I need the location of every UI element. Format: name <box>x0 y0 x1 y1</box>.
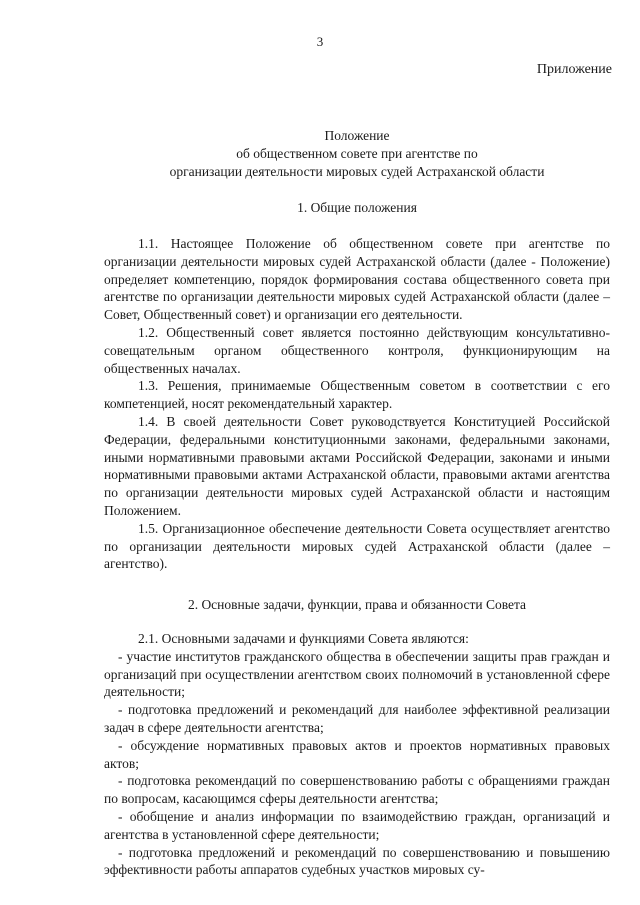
paragraph-1-3: 1.3. Решения, принимаемые Общественным советом в соответствии с его компетенцией, носят рекомендательный характер. <box>104 378 610 412</box>
list-item: - обобщение и анализ информации по взаимодействию граждан, организаций и агентства в установленной сфере деятельности; <box>104 808 610 842</box>
paragraph-1-4: 1.4. В своей деятельности Совет руководствуется Конституцией Российской Федерации, федеральными конституционными законами, федеральными законами, иными нормативными правовыми актами Российской Федерации, законами и иными нормативными правовыми актами Астраханской области, правовыми актами агентства по организации деятельности мировых судей Астраханской области и настоящим Положением. <box>104 413 610 518</box>
page-number: 3 <box>316 34 324 49</box>
section-1-heading: 1. Общие положения <box>297 200 417 215</box>
title-line-3: организации деятельности мировых судей Астраханской области <box>169 164 545 179</box>
list-item: - подготовка предложений и рекомендаций по совершенствованию и повышению эффективности работы аппаратов судебных участков мировых су- <box>104 844 610 878</box>
list-item: - участие институтов гражданского общества в обеспечении защиты прав граждан и организаций при осуществлении агентством своих полномочий в установленной сфере деятельности; <box>104 648 610 700</box>
section-2-body <box>104 630 610 879</box>
title-line-2: об общественном совете при агентстве по <box>236 146 478 161</box>
paragraph-1-1: 1.1. Настоящее Положение об общественном совете при агентстве по организации деятельности мировых судей Астраханской области (далее - Положение) определяет компетенцию, порядок формирования состава общественного совета при агентстве по организации деятельности мировых судей Астраханской области (далее – Совет, Общественный совет) и организации его деятельности. <box>104 236 610 323</box>
section-2-heading: 2. Основные задачи, функции, права и обязанности Совета <box>187 597 527 612</box>
document-title <box>0 127 640 181</box>
title-line-1: Положение <box>324 128 390 143</box>
paragraph-2-1: 2.1. Основными задачами и функциями Совета являются: <box>138 631 469 646</box>
paragraph-1-2: 1.2. Общественный совет является постоянно действующим консультативно-совещательным органом общественного контроля, функционирующим на общественных началах. <box>104 324 610 376</box>
list-item: - подготовка рекомендаций по совершенствованию работы с обращениями граждан по вопросам, касающимся сферы деятельности агентства; <box>104 773 610 807</box>
appendix-label: Приложение <box>536 62 612 77</box>
list-item: - подготовка предложений и рекомендаций для наиболее эффективной реализации задач в сфере деятельности агентства; <box>104 702 610 735</box>
list-item: - обсуждение нормативных правовых актов и проектов нормативных правовых актов; <box>104 737 610 771</box>
section-1-body <box>104 235 610 573</box>
paragraph-1-5: 1.5. Организационное обеспечение деятельности Совета осуществляет агентство по организации деятельности мировых судей Астраханской области (далее – агентство). <box>104 520 610 572</box>
